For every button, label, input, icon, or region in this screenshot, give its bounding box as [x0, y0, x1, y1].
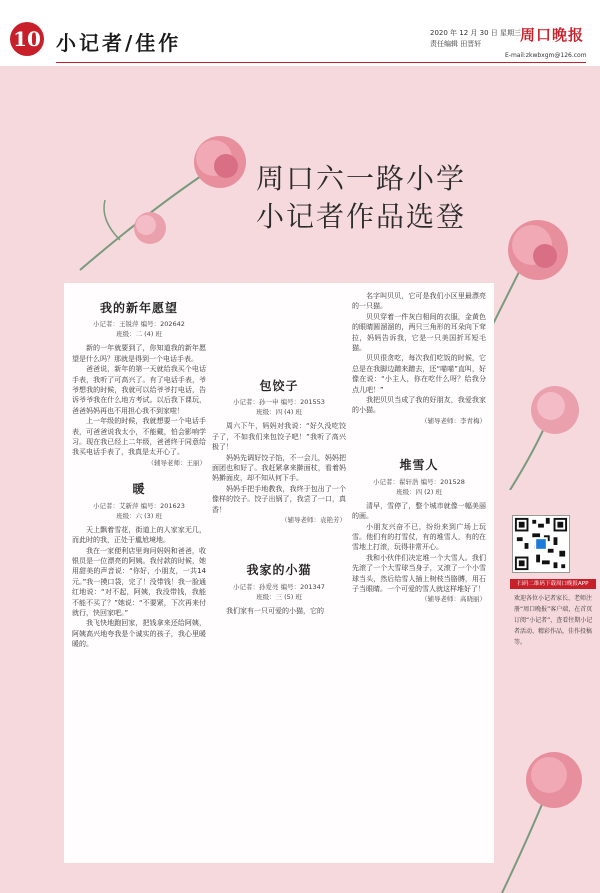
article-byline: 小记者：艾新萍 编号：201623 [93, 501, 185, 510]
page-header [0, 0, 600, 66]
article-byline: 小记者：孙爱亮 编号：201347 [233, 582, 325, 591]
article-paragraph: 小朋友兴奋不已，纷纷来到广场上玩雪。他们有的打雪仗，有的堆雪人，有的在雪地上打滚，玩得非常开心。 [352, 522, 486, 552]
article-paragraph: 我在一家便利店里询问妈妈和爸爸，收银员是一位漂亮的阿姨。我付款的时候，她用甜美的声音说：“你好，小朋友，一共14元。”我一摸口袋，完了！没带钱！我一脸通红地说：“对不起，阿姨，我没带钱，我能不能不买了？”她说：“不要紧，下次再来付就行，快回家吧。” [72, 546, 206, 617]
article-paragraph: 名字叫贝贝，它可是我们小区里最漂亮的一只猫。 [352, 292, 486, 311]
article-new-year-wish [72, 303, 206, 468]
article-column-2 [212, 291, 346, 616]
article-paragraph: 天上飘着雪花，街道上的人家家无几，而此时的我，正处于尴尬境地。 [72, 525, 206, 545]
article-paragraph: 我和小伙伴们决定堆一个大雪人。我们先滚了一个大雪球当身子，又滚了一个小雪球当头，然后给雪人插上树枝当胳膊，用石子当眼睛。一个可爱的雪人就这样堆好了！ [352, 553, 486, 593]
carnation-illustration-right-mid [500, 370, 600, 490]
app-promo-text: 欢迎各位小记者家长、老师注册“周口晚报”客户端，在首页订阅“小记者”，查看往期小记者活动、精彩作品，佳作投稿等。 [514, 595, 593, 646]
carnation-illustration-bottom-right [492, 720, 600, 893]
article-byline: 小记者：孙一申 编号：201553 [233, 398, 325, 407]
article-warmth [72, 484, 206, 649]
article-tutor: （辅导老师：高晓丽） [421, 595, 486, 604]
issue-date: 2020 年 12 月 30 日 星期三 [430, 29, 521, 37]
article-paragraph: 爸爸说，新年的第一天就给我买个电话手表，我听了可高兴了。有了电话手表，爷爷想我的时候，我就可以给爷爷打电话，告诉爷爷我在什么地方考试。以后我下课玩，爸爸妈妈再也不用担心我不到家啦！ [72, 365, 206, 415]
article-grade: 班级：六 (3) 班 [116, 511, 162, 520]
article-column-1 [72, 291, 206, 650]
article-tutor: （辅导老师：李青梅） [421, 416, 486, 425]
article-tutor: （辅导老师：袁艳芳） [281, 516, 346, 525]
feature-headline [256, 160, 496, 236]
article-paragraph: 我把贝贝当成了我的好朋友，我爱我家的小猫。 [352, 396, 486, 415]
article-title: 堆雪人 [399, 458, 439, 473]
article-paragraph: 贝贝穿着一件灰白相间的衣服，金黄色的眼睛圆溜溜的，两只三角形的耳朵向下耷拉，妈妈告诉我，它是一只美国折耳短毛猫。 [352, 312, 486, 353]
article-paragraph: 周六下午，妈妈对我说：“好久没吃饺子了，不如我们来包饺子吧！”我听了高兴极了！ [212, 422, 346, 452]
article-paragraph: 新的一年就要到了，你知道我的新年愿望是什么吗？那就是得到一个电话手表。 [72, 344, 206, 363]
article-grade: 班级：四 (4) 班 [256, 408, 302, 417]
article-title: 我的新年愿望 [99, 301, 178, 315]
article-paragraph: 我们家有一只可爱的小猫，它的 [226, 606, 324, 615]
article-tutor: （辅导老师：王丽） [147, 458, 206, 467]
article-grade: 班级：二 (4) 班 [116, 330, 162, 339]
article-grade: 班级：三 (5) 班 [256, 592, 302, 601]
header-divider [56, 62, 586, 63]
article-paragraph: 贝贝很贪吃，每次我们吃饭的时候，它总是在我脚边蹭来蹭去，还“喵喵”直叫，好像在说：“小主人，你在吃什么呀？给我分点儿吧！” [352, 354, 486, 394]
article-title: 我家的小猫 [246, 563, 312, 578]
articles-panel [64, 283, 494, 863]
headline-line-2: 小记者作品选登 [256, 200, 467, 233]
header-meta [430, 28, 521, 50]
article-column-3 [352, 291, 486, 605]
article-paragraph: 妈妈先调好饺子馅，不一会儿，妈妈把面团也和好了。我赶紧拿来擀面杖，看着妈妈擀面皮，却不知从何下手。 [212, 453, 346, 483]
article-paragraph: 上一年级的时候，我就想要一个电话手表，可爸爸说我太小，不能戴，怕会影响学习。现在我已经上二年级，爸爸终于同意给我买电话手表了，我真是太开心了。 [72, 417, 206, 457]
article-my-cat-continued [352, 291, 486, 426]
article-my-cat [212, 565, 346, 616]
article-paragraph: 妈妈手把手地教我，我终于包出了一个像样的饺子。饺子出锅了，我尝了一口，真香！ [212, 484, 346, 514]
headline-line-1: 周口六一路小学 [256, 162, 467, 195]
article-title: 暖 [132, 482, 146, 497]
qr-code[interactable] [512, 515, 570, 573]
article-byline: 小记者：王锐萍 编号：202642 [93, 320, 185, 329]
page-number-badge: 10 [10, 22, 44, 56]
article-paragraph: 我飞快地跑回家，把钱拿来还给阿姨，阿姨高兴地夸我是个诚实的孩子，我心里暖暖的。 [72, 619, 206, 649]
carnation-illustration-left [60, 100, 280, 280]
article-snowman [352, 460, 486, 604]
article-title: 包饺子 [259, 379, 299, 393]
section-title: 小记者/佳作 [56, 31, 182, 55]
qr-caption: 扫码二维码下载周口晚报APP [510, 579, 596, 589]
article-byline: 小记者：翟轩浩 编号：201528 [373, 477, 465, 486]
article-paragraph: 清早，雪停了，整个城市就像一幅美丽的画。 [352, 501, 486, 521]
newspaper-logo: 周口晚报 [520, 26, 585, 44]
editor-credit: 责任编辑 田晋轩 [430, 40, 482, 48]
article-grade: 班级：四 (2) 班 [396, 487, 442, 496]
article-dumplings [212, 381, 346, 525]
contact-email: E-mail:zkwbxgm@126.com [505, 52, 587, 59]
